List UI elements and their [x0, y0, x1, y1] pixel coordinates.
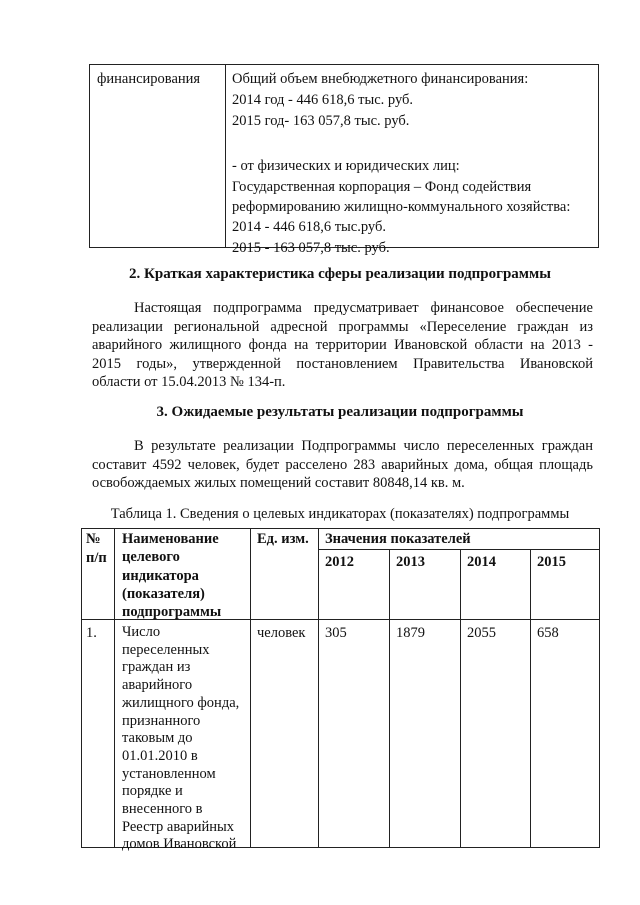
column-border	[250, 529, 251, 847]
paragraph-line: Настоящая подпрограмма предусматривает финансовое обеспечение	[134, 300, 593, 316]
header-year: 2012	[325, 554, 354, 570]
funding-line: 2014 - 446 618,6 тыс.руб.	[232, 219, 386, 235]
row-num: 1.	[86, 625, 97, 641]
row-unit: человек	[257, 625, 306, 641]
funding-line: - от физических и юридических лиц:	[232, 158, 460, 174]
funding-line: Государственная корпорация – Фонд содействия	[232, 179, 532, 195]
funding-line: 2014 год - 446 618,6 тыс. руб.	[232, 92, 414, 108]
funding-line: 2015 - 163 057,8 тыс. руб.	[232, 240, 390, 256]
row-value: 2055	[467, 625, 496, 641]
header-year: 2013	[396, 554, 425, 570]
column-divider	[225, 65, 226, 247]
column-border	[530, 549, 531, 847]
funding-table	[89, 64, 599, 256]
row-border	[318, 549, 599, 550]
indicator-table	[81, 528, 600, 853]
column-border	[318, 529, 319, 847]
funding-line: Общий объем внебюджетного финансирования:	[232, 71, 529, 87]
section-3-heading: 3. Ожидаемые результаты реализации подпрограммы	[156, 404, 524, 420]
header-values-group: Значения показателей	[325, 531, 471, 547]
paragraph-line: аварийного жилищного фонда на территории Ивановской области на 2013 -	[92, 337, 593, 354]
column-border	[389, 549, 390, 847]
header-year: 2014	[467, 554, 496, 570]
section-3-paragraph	[92, 437, 593, 493]
paragraph-line: освобождаемых жилых помещений составит 80848,14 кв. м.	[92, 475, 465, 492]
row-value: 1879	[396, 625, 425, 641]
paragraph-line: реализации региональной адресной программы «Переселение граждан из	[92, 318, 593, 335]
funding-details	[232, 69, 570, 259]
row-value: 305	[325, 625, 347, 641]
paragraph-line: 2015 годы», утвержденной постановлением Правительства Ивановской	[92, 355, 593, 372]
header-year: 2015	[537, 554, 566, 570]
section-2-heading: 2. Краткая характеристика сферы реализации подпрограммы	[129, 266, 551, 282]
row-name: Число переселенных граждан из аварийного жилищного фонда, признанного таковым до 01.01.2010 в установленном порядке и внесенного в Реестр аварийных домов Ивановской	[122, 624, 240, 853]
paragraph-line: В результате реализации Подпрограммы число переселенных граждан	[134, 438, 593, 454]
funding-line: 2015 год- 163 057,8 тыс. руб.	[232, 113, 410, 129]
column-border	[114, 529, 115, 847]
header-unit: Ед. изм.	[257, 531, 309, 547]
table-caption: Таблица 1. Сведения о целевых индикаторах (показателях) подпрограммы	[110, 506, 570, 522]
funding-label: финансирования	[97, 71, 201, 87]
section-2-paragraph	[92, 299, 593, 392]
paragraph-line: составит 4592 человек, будет расселено 283 аварийных дома, общая площадь	[92, 456, 593, 473]
funding-line-blank	[232, 132, 570, 156]
header-name: Наименование целевого индикатора (показателя) подпрограммы	[122, 531, 222, 621]
paragraph-line: области от 15.04.2013 № 134-п.	[92, 374, 286, 391]
column-border	[460, 549, 461, 847]
funding-line: реформированию жилищно-коммунального хозяйства:	[232, 199, 571, 215]
row-value: 658	[537, 625, 559, 641]
header-num: № п/п	[86, 531, 107, 566]
